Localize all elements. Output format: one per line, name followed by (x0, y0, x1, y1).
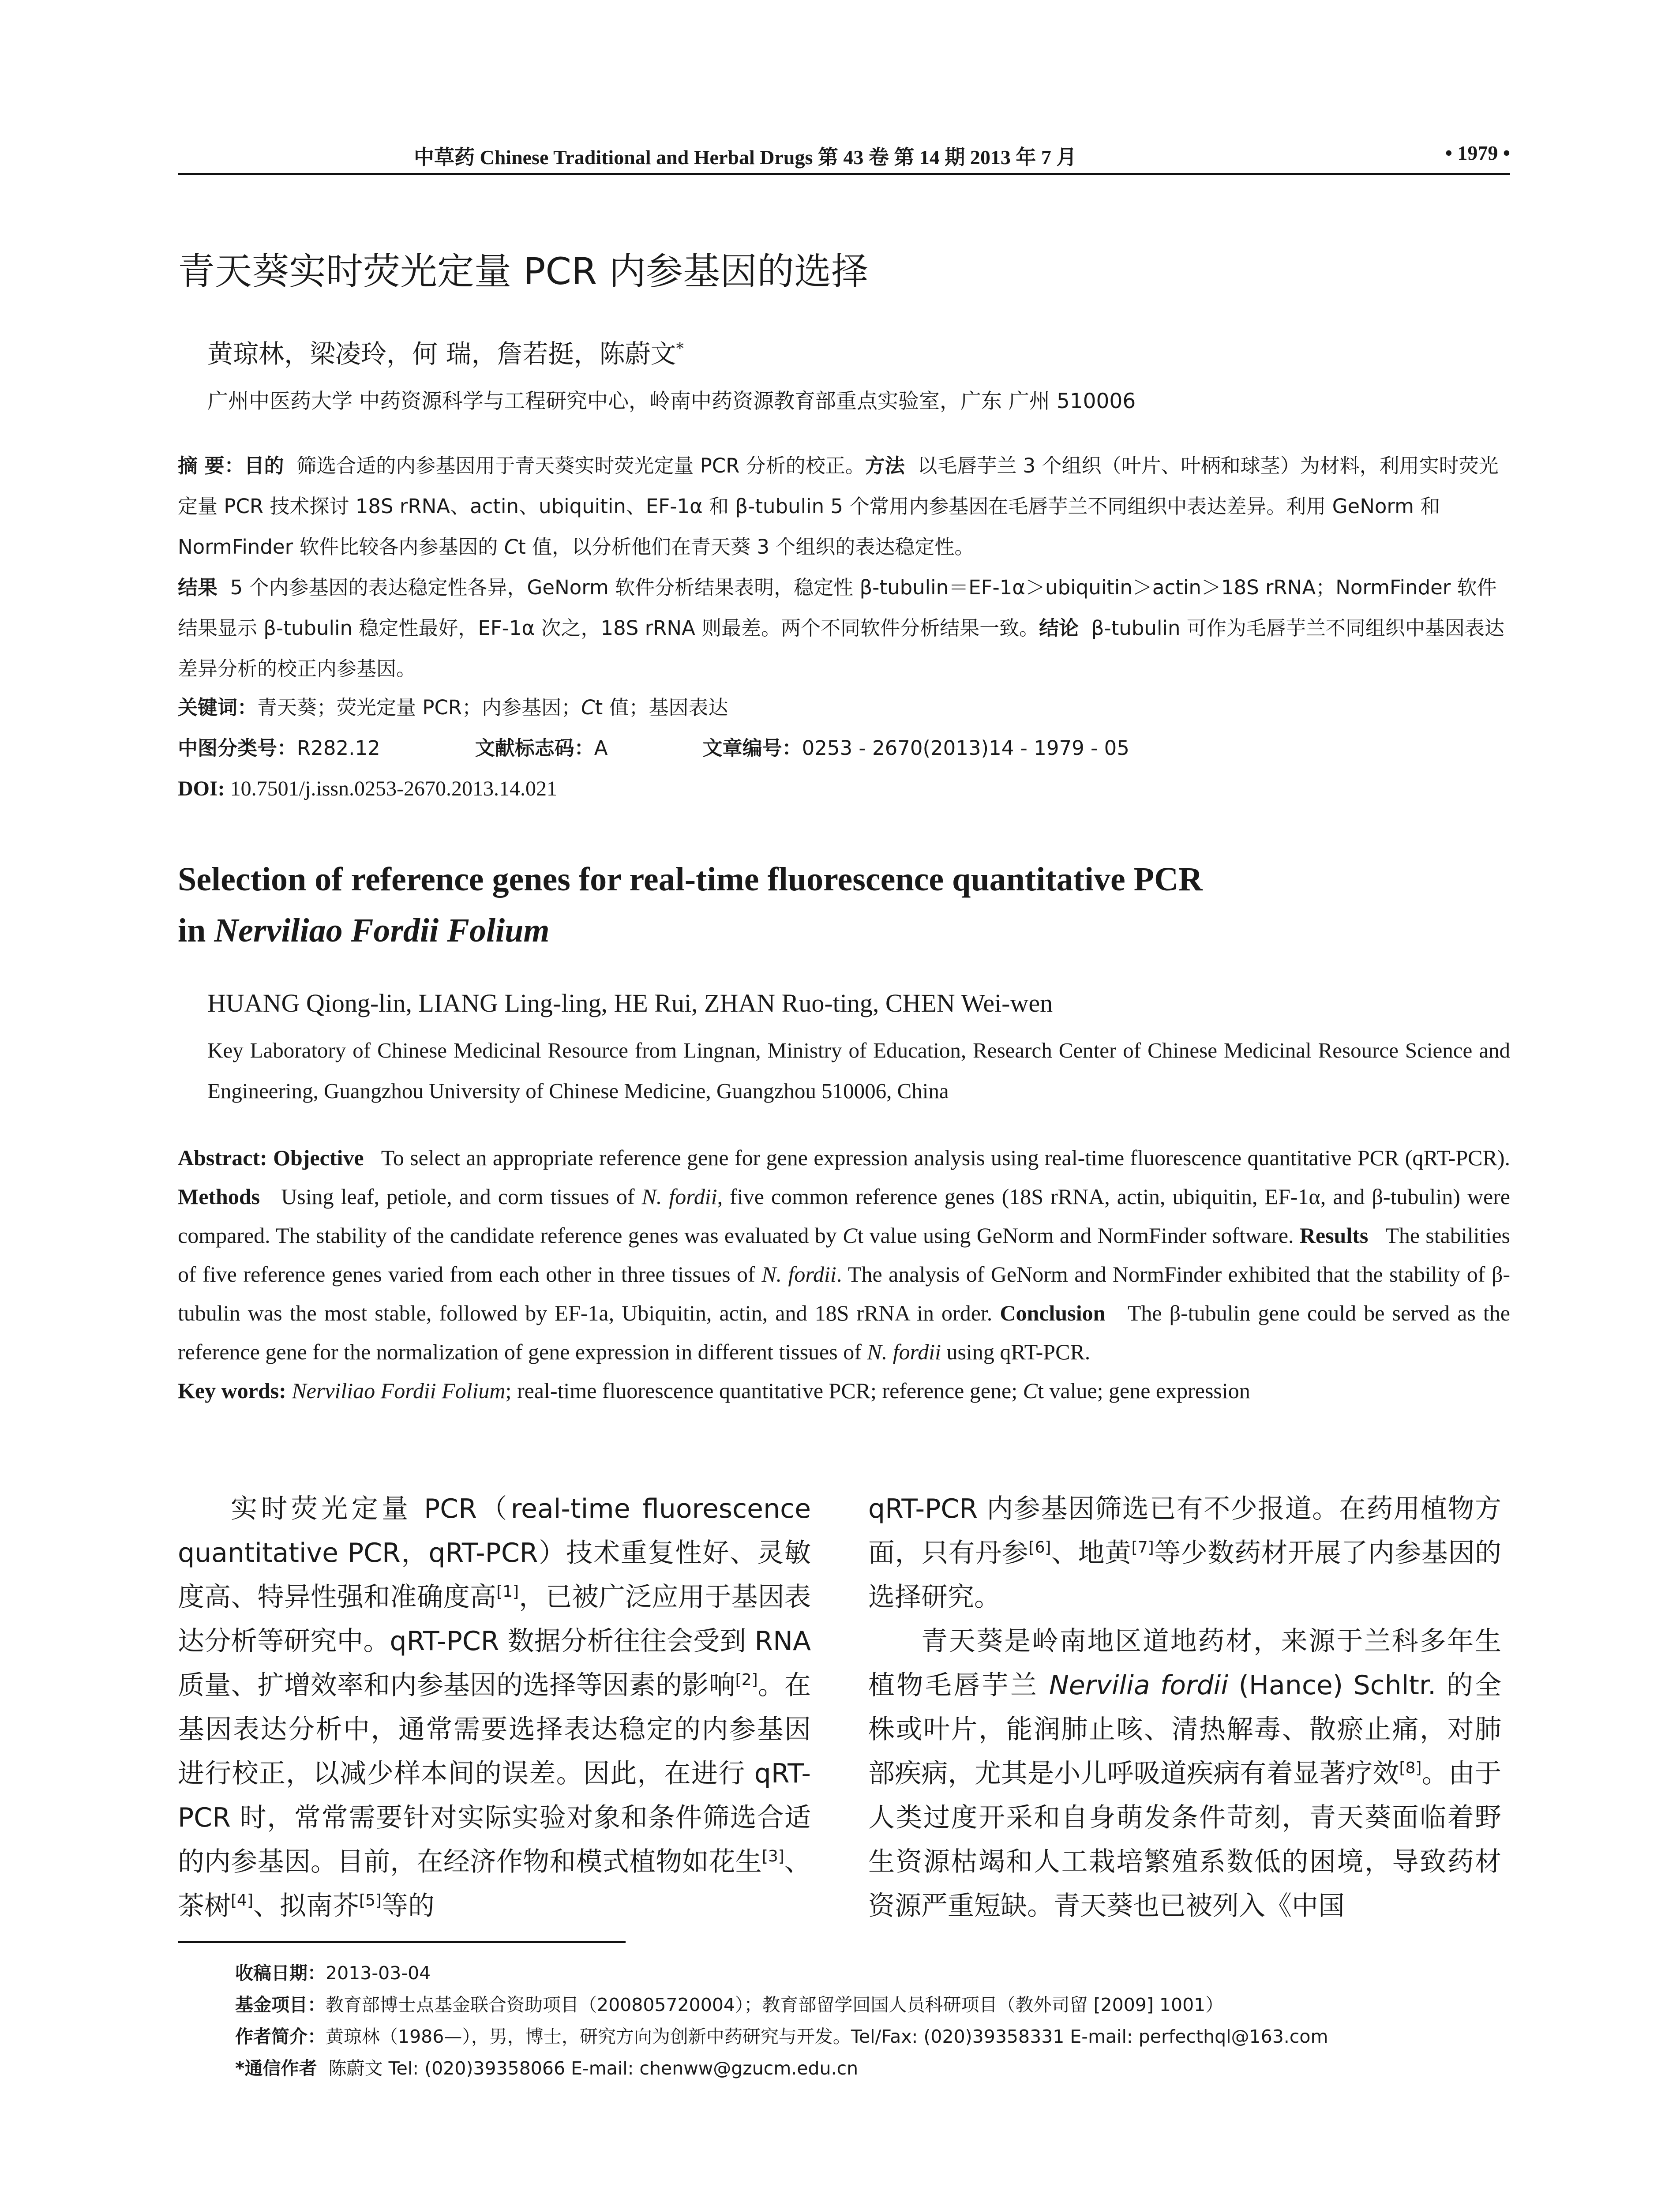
clc-value: R282.12 (297, 736, 380, 760)
footnote-author-bio (235, 2021, 1506, 2052)
citation-ref[interactable]: [5] (359, 1891, 382, 1910)
abstract-en-methods-2: , five common reference genes (18S rRNA, actin, ubiquitin, EF-1α, and β-tubulin) were compared. The stability of the candidate reference genes was evaluated by (178, 1184, 1511, 1248)
title-chinese: 青天葵实时荧光定量 PCR 内参基因的选择 (178, 250, 869, 293)
affiliation-english: Key Laboratory of Chinese Medicinal Resource from Lingnan, Ministry of Education, Research Center of Chinese Medicinal Resource Science and Engineering, Guangzhou University of Chinese Medicine, Guangzhou 510006, China (207, 1038, 1510, 1103)
body-paragraph (178, 1487, 811, 1928)
keywords-cn-label: 关键词： (178, 696, 258, 719)
footnote-label: 收稿日期： (235, 1962, 326, 1984)
keywords-en-label: Key words: (178, 1378, 286, 1403)
abstract-cn-methods: 以毛唇芋兰 3 个组织（叶片、叶柄和球茎）为材料，利用实时荧光定量 PCR 技术探讨 18S rRNA、actin、ubiquitin、EF-1α 和 β-tubulin 5 个常用内参基因在毛唇芋兰不同组织中表达差异。利用 GeNorm 和 NormFinder 软件比较各内参基因的 (178, 454, 1499, 559)
body-paragraph (868, 1619, 1501, 1928)
abstract-english (178, 1138, 1510, 1410)
abstract-en-methods-3: t value using GeNorm and NormFinder software. (857, 1223, 1294, 1248)
classification-line (178, 728, 1510, 769)
title-english-in: in (178, 912, 214, 949)
abstract-en-results-label: Results (1299, 1223, 1369, 1248)
citation-ref[interactable]: [8] (1399, 1759, 1422, 1777)
body-text: ，已被广泛应用于基因表达分析等研究中。qRT-PCR 数据分析往往会受到 RNA 质量、扩增效率和内参基因的选择等因素的影响 (178, 1582, 811, 1701)
abstract-en-methods: Using leaf, petiole, and corm tissues of (281, 1184, 642, 1209)
footnotes (235, 1957, 1506, 2084)
abstract-cn-methods-end: t 值，以分析他们在青天葵 3 个组织的表达稳定性。 (518, 535, 975, 559)
body-text: 实时荧光定量 PCR（real-time fluorescence quantitative PCR，qRT-PCR）技术重复性好、灵敏度高、特异性强和准确度高 (178, 1493, 811, 1613)
abstract-en-results-2: . The analysis of GeNorm and NormFinder exhibited that the stability of β-tubulin was the most stable, followed by EF-1a, Ubiquitin, actin, and 18S rRNA in order. (178, 1262, 1511, 1325)
footnote-text: 黄琼林（1986—），男，博士，研究方向为创新中药研究与开发。Tel/Fax: (020)39358331 E-mail: perfecthql@163.com (326, 2026, 1328, 2047)
abstract-en-conclusion-species: N. fordii (867, 1339, 941, 1364)
footnote-text: 教育部博士点基金联合资助项目（200805720004）；教育部留学回国人员科研项目（教外司留 [2009] 1001） (326, 1994, 1224, 2015)
abstract-cn-objective: 筛选合适的内参基因用于青天葵实时荧光定量 PCR 分析的校正。 (296, 454, 865, 477)
keywords-cn-text-end: t 值；基因表达 (595, 696, 728, 719)
body-text: (Hance) Schltr. 的全株或叶片，能润肺止咳、清热解毒、散瘀止痛，对肺部疾病，尤其是小儿呼吸道疾病有着显著疗效 (868, 1670, 1502, 1789)
authors-chinese-names: 黄琼林，梁凌玲，何 瑞，詹若挺，陈蔚文 (207, 339, 676, 369)
citation-ref[interactable]: [3] (761, 1847, 784, 1865)
journal-citation: 中草药 Chinese Traditional and Herbal Drugs 第 43 卷 第 14 期 2013 年 7 月 (414, 146, 1077, 169)
doi-line (178, 769, 1510, 809)
abstract-cn-results-label: 结果 (178, 576, 218, 599)
citation-ref[interactable]: [2] (735, 1671, 758, 1689)
body-paragraph (868, 1487, 1501, 1619)
abstract-en-conclusion: The β-tubulin gene could be served as the reference gene for the normalization of gene expression in different tissues of (178, 1301, 1510, 1364)
keywords-en-text-end: t value; gene expression (1037, 1378, 1250, 1403)
body-text: 等少数药材开展了内参基因的选择研究。 (868, 1538, 1502, 1613)
body-text: 等的 (382, 1891, 435, 1921)
doi-value[interactable]: 10.7501/j.issn.0253-2670.2013.14.021 (230, 777, 558, 800)
abstract-en-objective: To select an appropriate reference gene for gene expression analysis using real-time fluorescence quantitative PCR (qRT-PCR). (381, 1145, 1510, 1170)
authors-chinese (207, 333, 684, 370)
abstract-en-ct: C (842, 1223, 858, 1248)
body-text: 。在基因表达分析中，通常需要选择表达稳定的内参基因进行校正，以减少样本间的误差。因此，在进行 qRT-PCR 时，常常需要针对实际实验对象和条件筛选合适的内参基因。目前，在经济作物和模式植物如花生 (178, 1670, 811, 1877)
keywords-cn-ct: C (581, 696, 595, 719)
footnote-received (235, 1957, 1506, 1989)
abstract-cn-conclusion-label: 结论 (1039, 616, 1079, 640)
keywords-en-text: ; real-time fluorescence quantitative PCR; reference gene; (505, 1378, 1023, 1403)
keywords-chinese (178, 687, 1510, 728)
citation-ref[interactable]: [1] (496, 1583, 519, 1601)
body-text: 。由于人类过度开采和自身萌发条件苛刻，青天葵面临着野生资源枯竭和人工栽培繁殖系数低的困境，导致药材资源严重短缺。青天葵也已被列入《中国 (868, 1758, 1502, 1921)
doc-code-label: 文献标志码： (475, 736, 594, 760)
page-number: • 1979 • (1445, 142, 1510, 164)
keywords-en-species: Nerviliao Fordii Folium (292, 1378, 506, 1403)
footnote-rule (178, 1941, 626, 1943)
abstract-en-results: The stabilities of five reference genes varied from each other in three tissues of (178, 1223, 1510, 1287)
abstract-cn-results: 5 个内参基因的表达稳定性各异，GeNorm 软件分析结果表明，稳定性 β-tubulin＝EF-1α＞ubiquitin＞actin＞18S rRNA；NormFinder 软件结果显示 β-tubulin 稳定性最好，EF-1α 次之，18S rRNA 则最差。两个不同软件分析结果一致。 (178, 576, 1497, 640)
abstract-cn-label: 摘 要： (178, 454, 244, 477)
body-text: 青天葵是岭南地区道地药材，来源于兰科多年生植物毛唇芋兰 (868, 1626, 1501, 1701)
running-header (178, 138, 1510, 169)
abstract-cn-objective-label: 目的 (244, 454, 284, 477)
abstract-en-conclusion-label: Conclusion (1000, 1301, 1106, 1325)
citation-ref[interactable]: [7] (1131, 1538, 1154, 1557)
article-no-value: 0253 - 2670(2013)14 - 1979 - 05 (802, 736, 1129, 760)
doi-label: DOI: (178, 777, 225, 800)
abstract-en-methods-label: Methods (178, 1184, 260, 1209)
citation-ref[interactable]: [6] (1028, 1538, 1051, 1557)
keywords-en-ct: C (1023, 1378, 1038, 1403)
corresponding-mark: * (676, 340, 684, 358)
clc-label: 中图分类号： (178, 736, 297, 760)
abstract-en-species: N. fordii (641, 1184, 717, 1209)
footnote-label: 作者简介： (235, 2026, 326, 2047)
footnote-label: 基金项目： (235, 1994, 326, 2015)
header-rule (178, 173, 1510, 175)
footnote-corresponding (235, 2052, 1506, 2084)
authors-english: HUANG Qiong-lin, LIANG Ling-ling, HE Rui, ZHAN Ruo-ting, CHEN Wei-wen (207, 989, 1053, 1017)
footnote-fund (235, 1989, 1506, 2021)
title-english (178, 854, 1510, 956)
abstract-cn-ct: C (504, 535, 518, 559)
abstract-en-results-species: N. fordii (761, 1262, 836, 1287)
species-name: Nervilia fordii (1049, 1670, 1229, 1701)
title-english-line1: Selection of reference genes for real-time fluorescence quantitative PCR (178, 861, 1203, 898)
abstract-en-label: Abstract: Objective (178, 1145, 364, 1170)
body-column-left (178, 1487, 811, 1928)
title-english-species: Nerviliao Fordii Folium (214, 912, 550, 949)
body-column-right (868, 1487, 1501, 1928)
article-no-label: 文章编号： (702, 736, 802, 760)
body-text: 、拟南芥 (253, 1891, 359, 1921)
abstract-en-conclusion-2: using qRT-PCR. (941, 1339, 1091, 1364)
body-text: 、地黄 (1051, 1538, 1132, 1568)
body-text: 、茶树 (178, 1846, 811, 1921)
footnote-label: *通信作者 (235, 2058, 317, 2079)
affiliation-chinese: 广州中医药大学 中药资源科学与工程研究中心，岭南中药资源教育部重点实验室，广东 广州 510006 (207, 389, 1136, 413)
abstract-cn-conclusion: β-tubulin 可作为毛唇芋兰不同组织中基因表达差异分析的校正内参基因。 (178, 616, 1504, 680)
citation-ref[interactable]: [4] (231, 1891, 253, 1910)
footnote-text: 2013-03-04 (326, 1962, 431, 1984)
abstract-chinese (178, 446, 1510, 689)
body-text: qRT-PCR 内参基因筛选已有不少报道。在药用植物方面，只有丹参 (868, 1493, 1501, 1568)
abstract-cn-methods-label: 方法 (865, 454, 905, 477)
footnote-text: 陈蔚文 Tel: (020)39358066 E-mail: chenww@gzucm.edu.cn (328, 2058, 859, 2079)
doc-code-value: A (594, 736, 608, 760)
keywords-cn-text: 青天葵；荧光定量 PCR；内参基因； (257, 696, 581, 719)
